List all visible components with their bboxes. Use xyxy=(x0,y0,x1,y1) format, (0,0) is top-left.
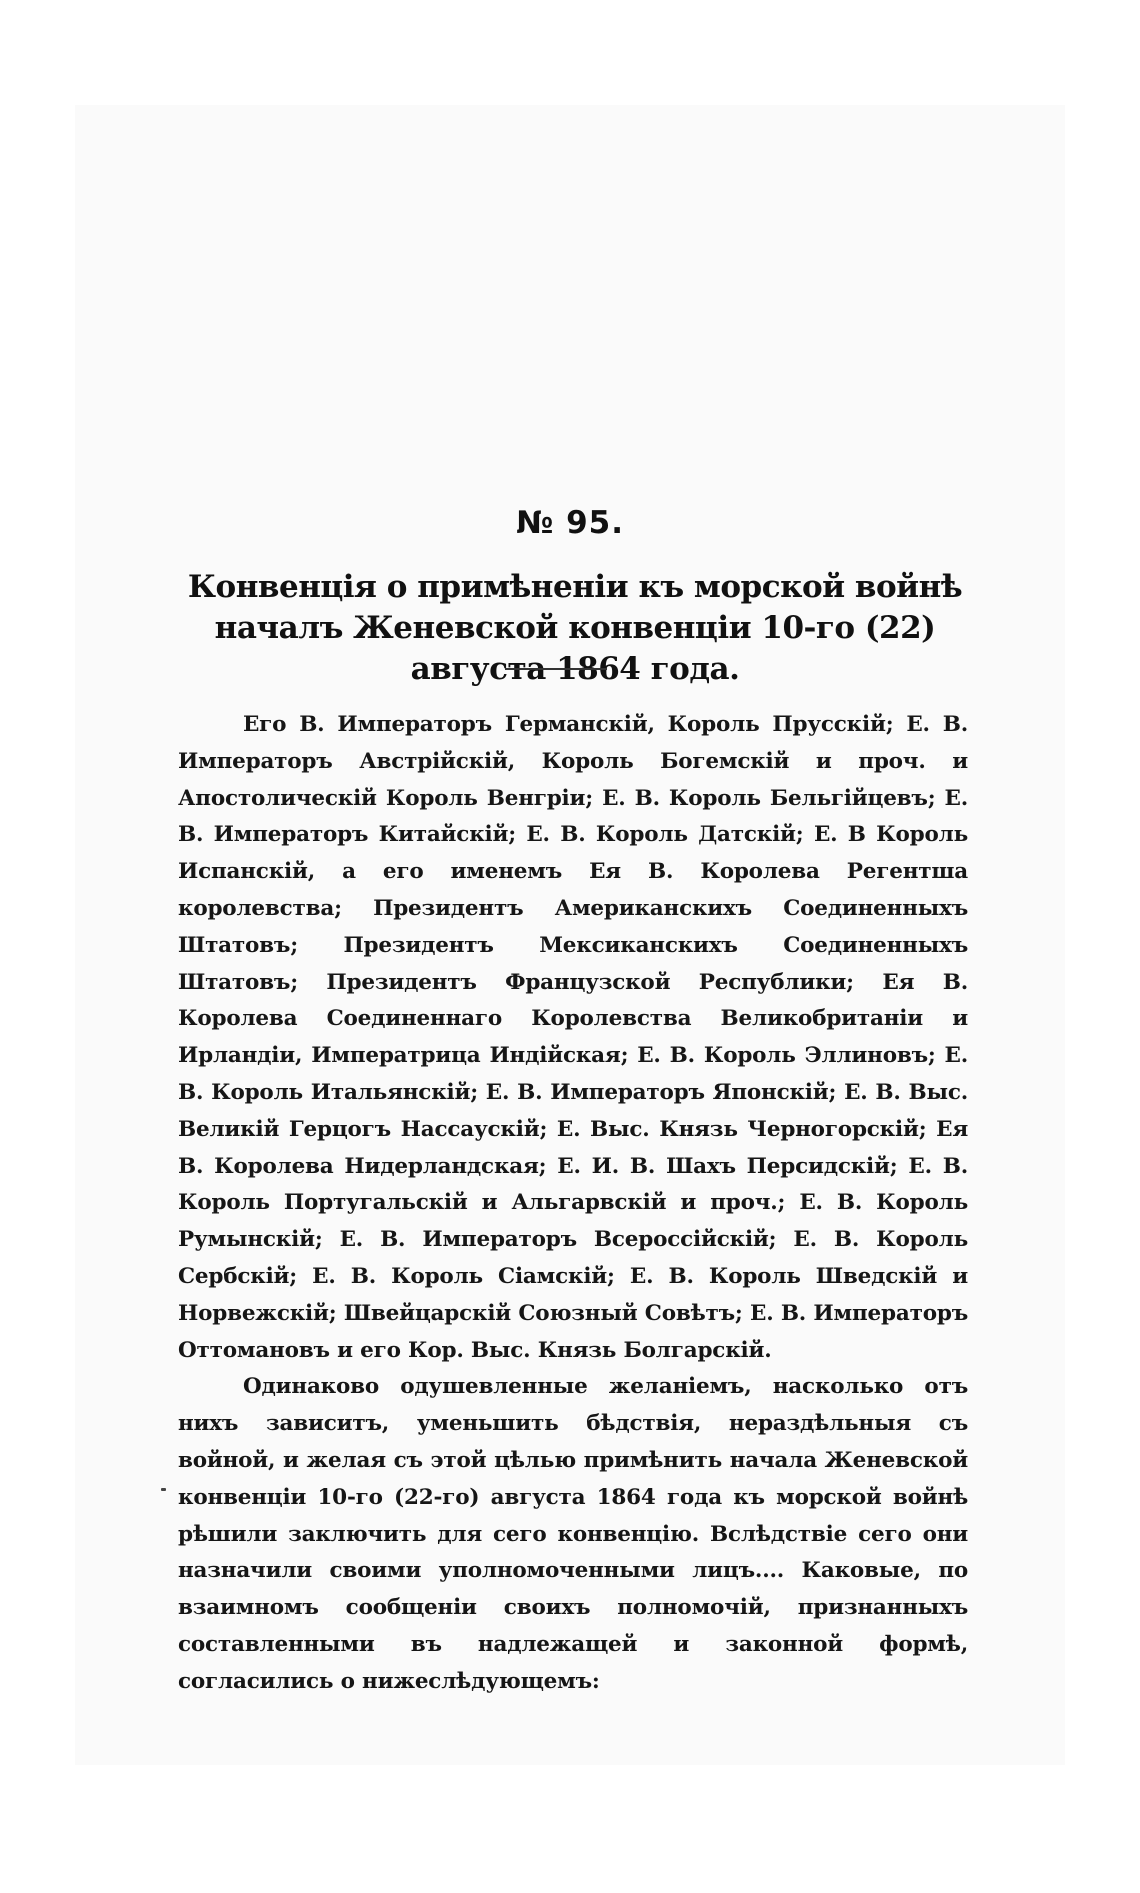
document-body xyxy=(178,707,968,1701)
document-title: Конвенція о примѣненіи къ морской войнѣ началъ Женевской конвенціи 10-го (22) августа 1864 года. xyxy=(187,569,963,687)
preamble-parties-paragraph: Его В. Императоръ Германскій, Король Прусскій; Е. В. Императоръ Австрійскій, Король Богемскій и проч. и Апостолическій Король Венгріи; Е. В. Король Бельгійцевъ; Е. В. Императоръ Китайскій; Е. В. Король Датскій; Е. В Король Испанскій, а его именемъ Ея В. Королева Регентша королевства; Президентъ Американскихъ Соединенныхъ Штатовъ; Президентъ Мексиканскихъ Соединенныхъ Штатовъ; Президентъ Французской Республики; Ея В. Королева Соединеннаго Королевства Великобританіи и Ирландіи, Императрица Индійская; Е. В. Король Эллиновъ; Е. В. Король Итальянскій; Е. В. Императоръ Японскій; Е. В. Выс. Великій Герцогъ Нассаускій; Е. Выс. Князь Черногорскій; Ея В. Королева Нидерландская; Е. И. В. Шахъ Персидскій; Е. В. Король Португальскій и Альгарвскій и проч.; Е. В. Король Румынскій; Е. В. Императоръ Всероссійскій; Е. В. Король Сербскій; Е. В. Король Сіамскій; Е. В. Король Шведскій и Норвежскій; Швейцарскій Союзный Совѣтъ; Е. В. Императоръ Оттомановъ и его Кор. Выс. Князь Болгарскій. xyxy=(178,712,968,1363)
title-divider xyxy=(505,668,607,670)
document-number: № 95. xyxy=(515,505,624,541)
scan-speck xyxy=(161,1488,166,1491)
preamble-purpose-paragraph: Одинаково одушевленные желаніемъ, насколько отъ нихъ зависитъ, уменьшить бѣдствія, нераздѣльныя съ войной, и желая съ этой цѣлью примѣнить начала Женевской конвенціи 10-го (22-го) августа 1864 года къ морской войнѣ рѣшили заключить для сего конвенцію. Вслѣдствіе сего они назначили своими уполномоченными лицъ.... Каковые, по взаимномъ сообщеніи своихъ полномочій, признанныхъ составленными въ надлежащей и законной формѣ, согласились о нижеслѣдующемъ: xyxy=(178,1374,968,1694)
